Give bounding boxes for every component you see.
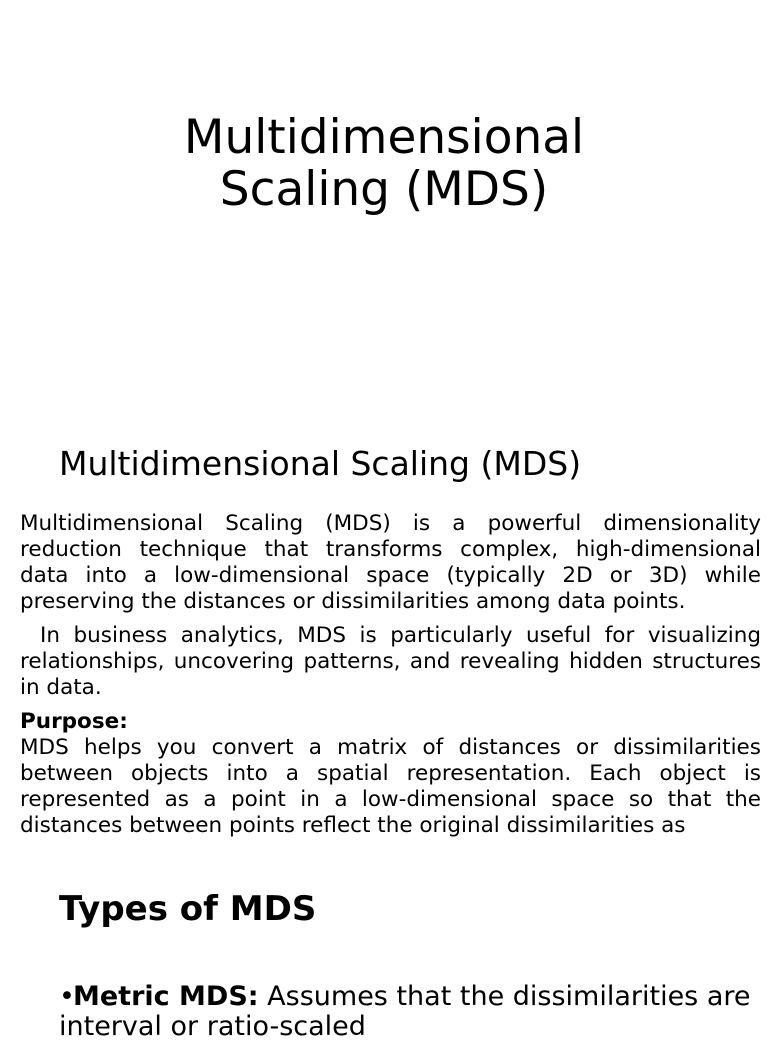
bullet-marker: • — [59, 981, 75, 1012]
slide-body — [20, 511, 761, 839]
slide-title-line-1: Multidimensional — [183, 110, 585, 165]
intro-slide — [0, 420, 768, 875]
types-slide — [0, 875, 768, 1042]
purpose-label: Purpose: — [20, 709, 128, 734]
business-analytics-paragraph: In business analytics, MDS is particularly useful for visualizing relationships, uncovering patterns, and revealing hidden structures in data. — [20, 623, 761, 700]
bullet-term: Metric MDS: — [73, 981, 259, 1012]
intro-paragraph: Multidimensional Scaling (MDS) is a powerful dimensionality reduction technique that transforms complex, high-dimensional data into a low-dimensional space (typically 2D or 3D) while preserving the distances or dissimilarities among data points. — [20, 511, 761, 614]
purpose-paragraph: MDS helps you convert a matrix of distances or dissimilarities between objects into a spatial representation. Each object is represented as a point in a low-dimensional space so that the distances between points reflect the original dissimilarities as — [20, 735, 761, 838]
slide-heading: Multidimensional Scaling (MDS) — [59, 444, 582, 483]
bullet-text: Assumes that the dissimilarities are interval or ratio-scaled — [59, 981, 751, 1042]
slide-title — [0, 112, 768, 216]
title-slide — [0, 0, 768, 420]
bullet-item — [59, 982, 759, 1042]
slide-heading: Types of MDS — [59, 889, 317, 929]
slide-title-line-2: Scaling (MDS) — [219, 162, 549, 217]
